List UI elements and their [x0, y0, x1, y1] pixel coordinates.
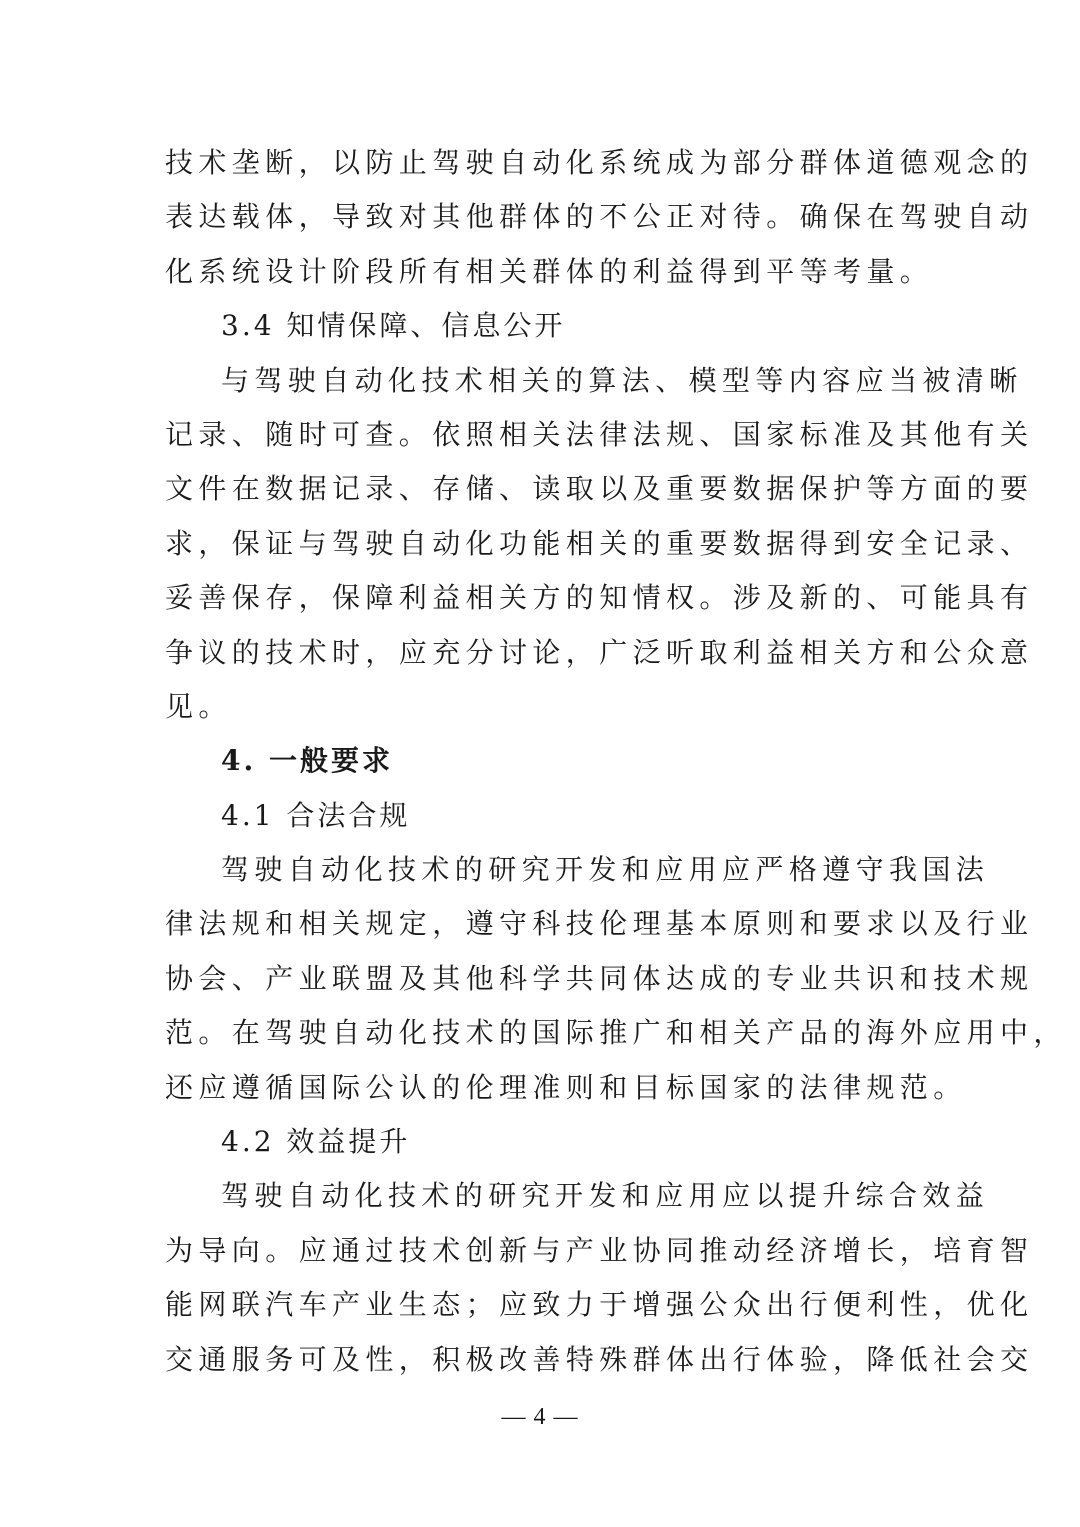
text-line: 驾驶自动化技术的研究开发和应用应以提升综合效益: [221, 1179, 990, 1213]
text-line: 见。: [165, 689, 232, 723]
text-line: 还应遵循国际公认的伦理准则和目标国家的法律规范。: [165, 1070, 967, 1104]
text-line: 记录、随时可查。依照相关法律法规、国家标准及其他有关: [165, 417, 1034, 451]
text-line: 争议的技术时，应充分讨论，广泛听取利益相关方和公众意: [165, 635, 1034, 669]
body-text: [165, 136, 1067, 1387]
text-line: 律法规和相关规定，遵守科技伦理基本原则和要求以及行业: [165, 907, 1034, 941]
text-line: 能网联汽车产业生态；应致力于增强公众出行便利性，优化: [165, 1288, 1034, 1322]
text-line: 范。在驾驶自动化技术的国际推广和相关产品的海外应用中，: [165, 1016, 1067, 1050]
text-line: 文件在数据记录、存储、读取以及重要数据保护等方面的要: [165, 472, 1034, 506]
text-line: 驾驶自动化技术的研究开发和应用应严格遵守我国法: [221, 853, 990, 887]
section-heading-4-1: 4.1 合法合规: [221, 798, 411, 832]
section-heading-4: 4. 一般要求: [221, 744, 393, 778]
text-line: 与驾驶自动化技术相关的算法、模型等内容应当被清晰: [221, 363, 1023, 397]
text-line: 交通服务可及性，积极改善特殊群体出行体验，降低社会交: [165, 1342, 1034, 1376]
text-line: 技术垄断，以防止驾驶自动化系统成为部分群体道德观念的: [165, 146, 1034, 179]
section-heading-4-2: 4.2 效益提升: [221, 1125, 411, 1159]
page-number: — 4 —: [501, 1404, 579, 1430]
section-heading-3-4: 3.4 知情保障、信息公开: [221, 309, 566, 343]
text-line: 妥善保存，保障利益相关方的知情权。涉及新的、可能具有: [165, 581, 1034, 615]
text-line: 协会、产业联盟及其他科学共同体达成的专业共识和技术规: [165, 961, 1034, 995]
text-line: 表达载体，导致对其他群体的不公正对待。确保在驾驶自动: [165, 200, 1034, 234]
text-line: 化系统设计阶段所有相关群体的利益得到平等考量。: [165, 254, 934, 288]
text-line: 求，保证与驾驶自动化功能相关的重要数据得到安全记录、: [165, 526, 1034, 560]
text-line: 为导向。应通过技术创新与产业协同推动经济增长，培育智: [165, 1233, 1034, 1267]
